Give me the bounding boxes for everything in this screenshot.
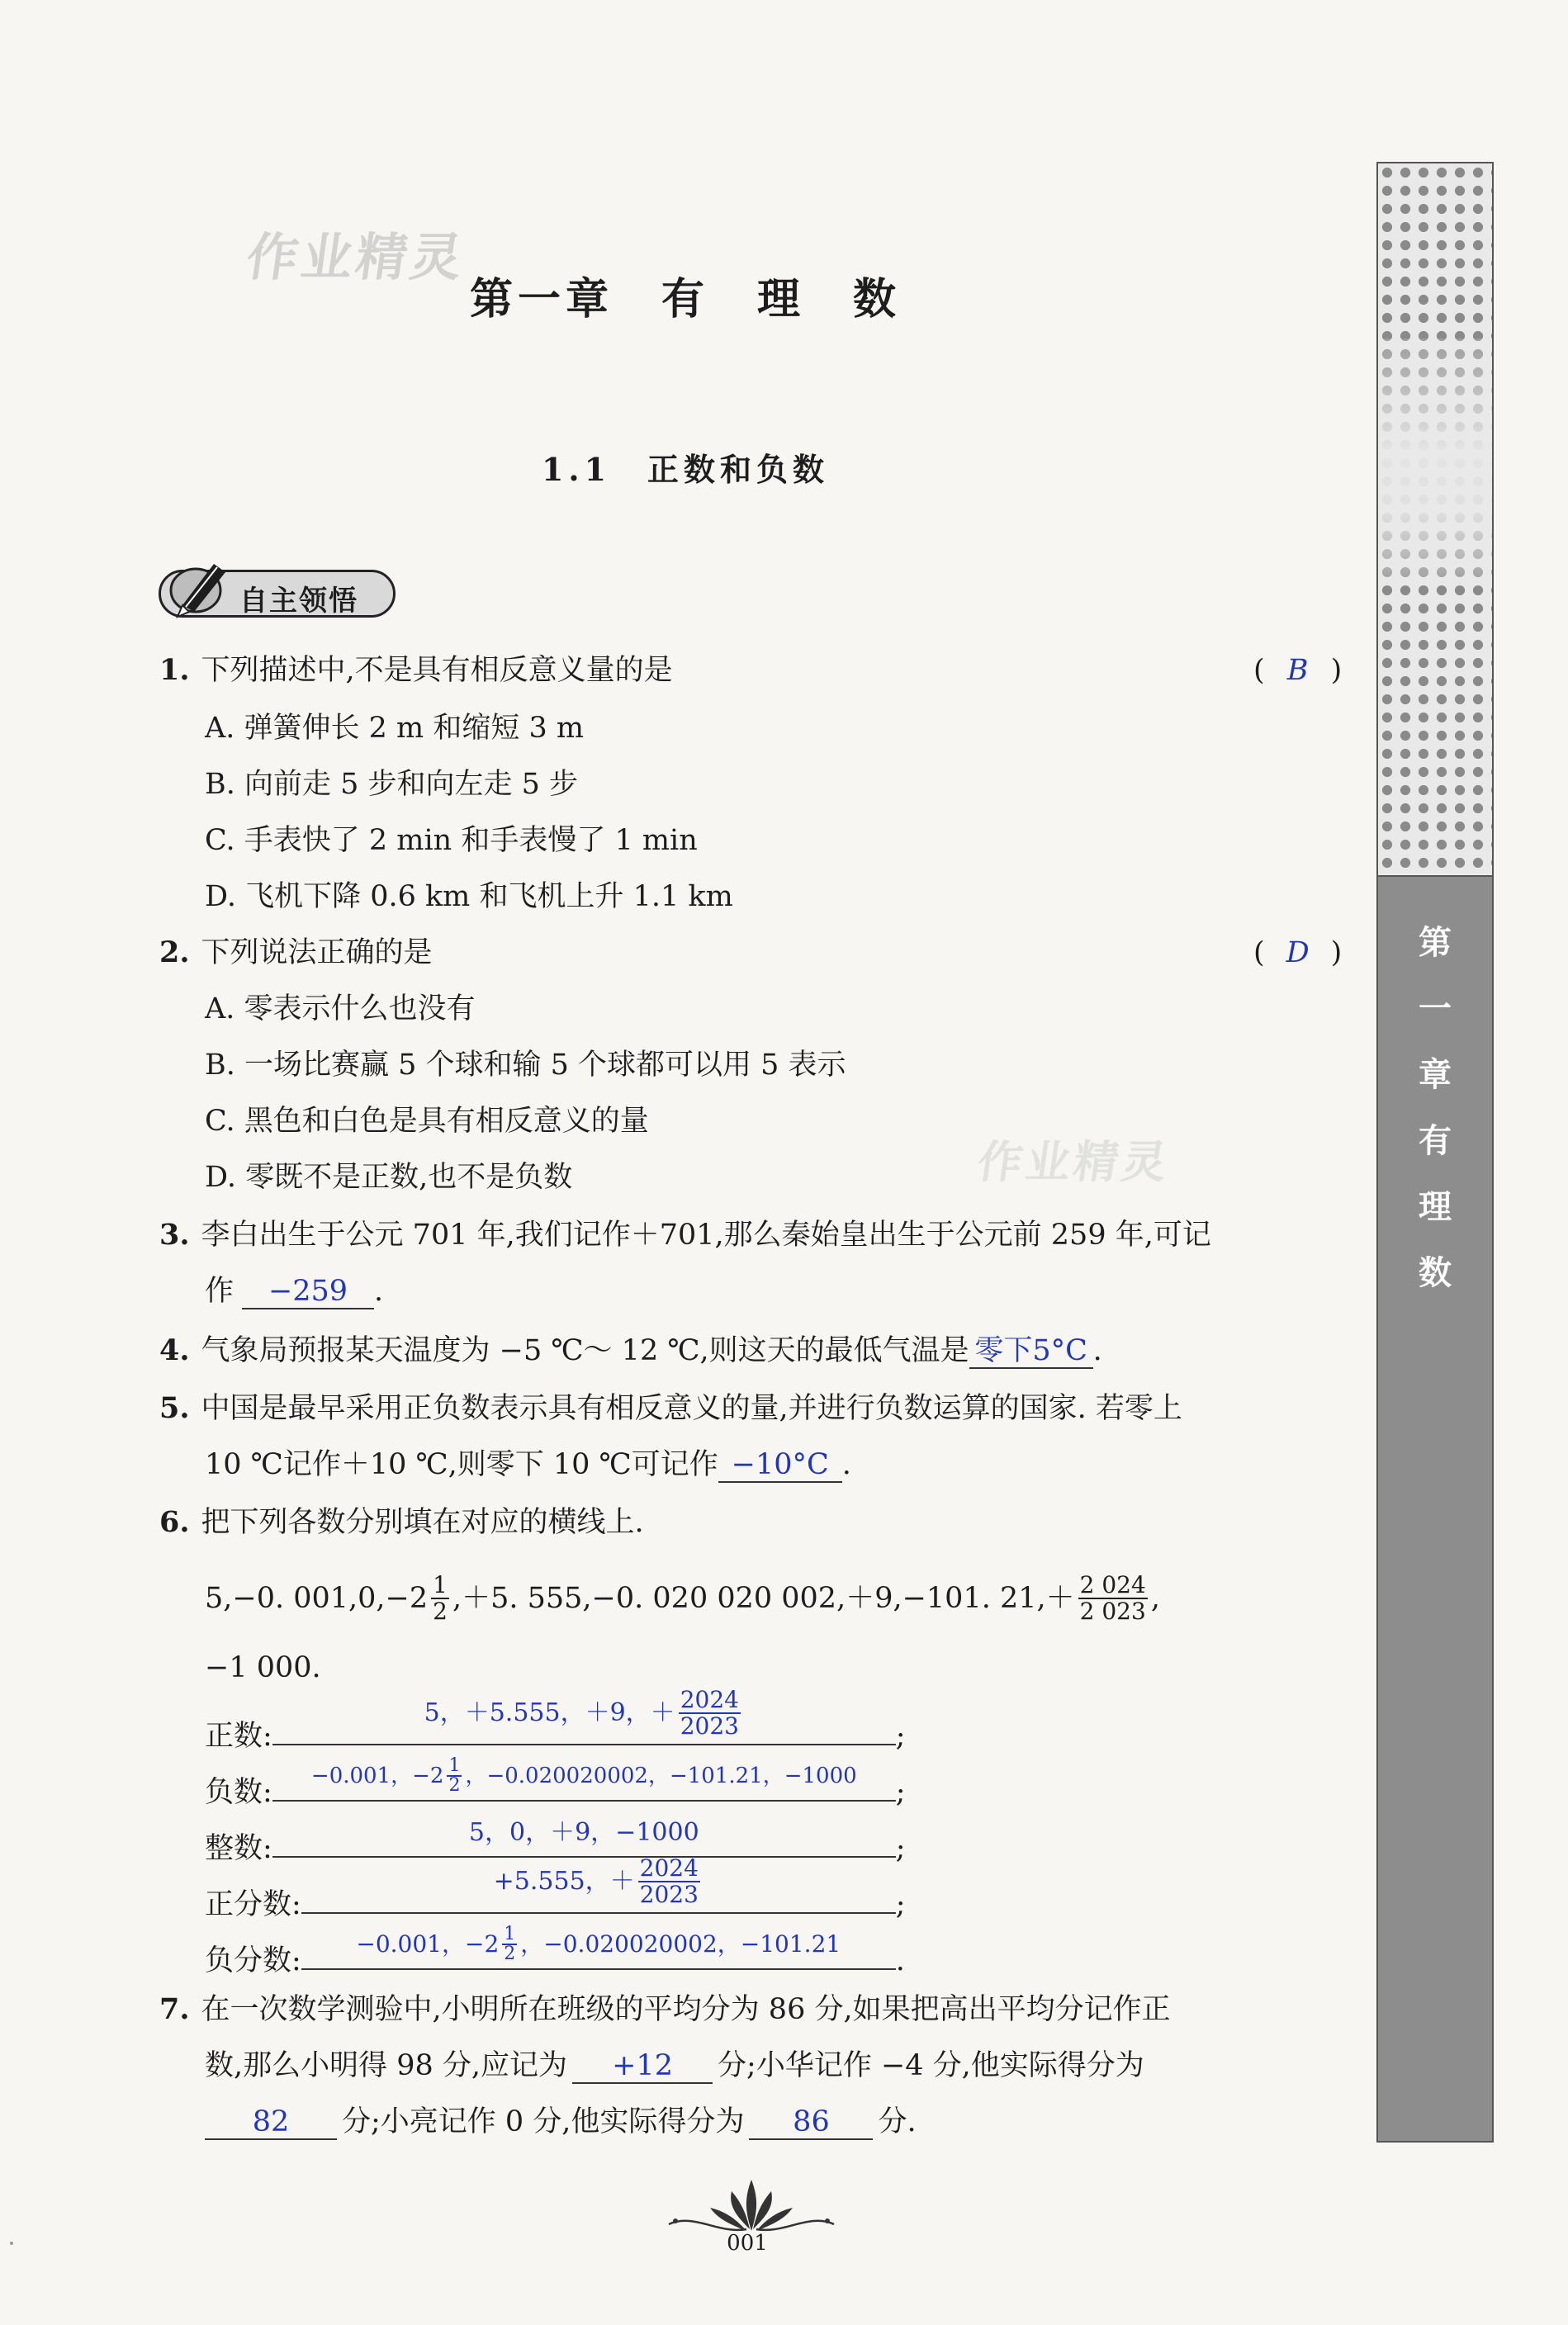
answer-text: +5.555，＋ [493,1867,635,1896]
chapter-tab-fade [1378,339,1492,586]
question-7-cont [205,2048,1144,2084]
question-3-cont [205,1273,383,1309]
question-1 [159,652,673,689]
chapter-title: 第一章 有 理 数 [469,274,901,324]
option-d: D. 飞机下降 0.6 km 和飞机上升 1.1 km [205,880,733,913]
option-c: C. 黑色和白色是具有相反意义的量 [205,1105,649,1138]
category-label: 整数: [205,1832,272,1865]
punct: . [374,1275,384,1308]
question-3 [159,1217,1211,1253]
answer-text: ，−0.020020002，−101.21 [520,1930,841,1958]
numerator: 1 [504,1924,516,1944]
option-d: D. 零既不是正数,也不是负数 [205,1161,573,1194]
mixed-fraction [447,1757,462,1795]
numerator: 2024 [639,1854,699,1882]
bracket-right: ) [1330,654,1343,687]
numerator: 2 024 [1079,1571,1146,1598]
question-text: 分;小华记作 −4 分,他实际得分为 [718,2049,1144,2082]
question-7 [159,1991,1171,2028]
pen-icon [166,554,235,620]
page-number: 001 [727,2231,768,2256]
answer-blank: 82 [205,2105,337,2140]
question-number: 3. [159,1218,190,1252]
question-text: 在一次数学测验中,小明所在班级的平均分为 86 分,如果把高出平均分记作正 [201,1993,1171,2026]
category-positive-fraction [205,1854,906,1923]
option-b: B. 一场比赛赢 5 个球和输 5 个球都可以用 5 表示 [205,1049,846,1082]
list-text: , [1150,1582,1160,1615]
choice-answer: B [1286,654,1309,687]
answer-blank: −10°C [718,1448,842,1483]
option-b: B. 向前走 5 步和向左走 5 步 [205,768,579,801]
answer-blank: 零下5°C [969,1334,1093,1369]
section-title: 1.1 正数和负数 [541,451,830,488]
tab-char: 章 [1419,1055,1452,1094]
choice-answer: D [1286,936,1310,969]
answer-bracket [1253,652,1342,689]
ornament-icon [661,2173,842,2239]
question-text: 中国是最早采用正负数表示具有相反意义的量,并进行负数运算的国家. 若零上 [201,1392,1182,1425]
tab-char: 理 [1419,1187,1452,1226]
question-text: 分;小亮记作 0 分,他实际得分为 [342,2105,745,2138]
numerator: 1 [433,1571,448,1598]
badge-label: 自主领悟 [239,585,358,618]
option-a: A. 零表示什么也没有 [205,992,476,1025]
option-a: A. 弹簧伸长 2 m 和缩短 3 m [205,712,585,745]
question-number: 7. [159,1992,190,2026]
fraction [638,1856,700,1907]
question-2 [159,935,433,971]
question-4 [159,1333,1102,1369]
question-text: 李白出生于公元 701 年,我们记作＋701,那么秦始皇出生于公元前 259 年,可记 [201,1219,1211,1252]
numerator: 2024 [680,1686,739,1713]
question-5 [159,1390,1182,1427]
watermark: 作业精灵 [974,1136,1173,1188]
chapter-tab [1376,875,1494,2143]
numerator: 1 [448,1755,461,1776]
answer-text: −0.001，−2 [356,1930,500,1958]
question-6 [159,1504,644,1541]
answer-blank: +12 [572,2049,713,2084]
question-number: 4. [159,1333,190,1367]
answer-blank [301,1924,896,1970]
list-text: ,＋5. 555,−0. 020 020 002,＋9,−101. 21,＋ [452,1582,1075,1615]
category-label: 负分数: [205,1944,301,1977]
punct: . [841,1448,851,1481]
punct: . [1092,1334,1102,1367]
watermark: 作业精灵 [243,227,470,287]
question-text: 气象局预报某天温度为 −5 ℃～ 12 ℃,则这天的最低气温是 [201,1334,969,1367]
punct: ; [895,1832,906,1865]
question-text: 把下列各数分别填在对应的横线上. [201,1506,644,1539]
denominator: 2023 [680,1712,739,1740]
category-label: 负数: [205,1776,272,1809]
bracket-right: ) [1330,936,1343,969]
answer-blank [301,1854,896,1914]
question-7-cont [205,2104,917,2140]
category-negative-fraction [205,1924,905,1979]
category-negative [205,1755,906,1811]
denominator: 2 [448,1775,461,1796]
question-number: 2. [159,935,190,969]
question-text: 数,那么小明得 98 分,应记为 [205,2049,568,2082]
tab-char: 数 [1419,1253,1452,1292]
answer-text: 5，＋5.555，＋9，＋ [424,1698,675,1727]
scan-speck [10,2242,13,2245]
category-label: 正分数: [205,1888,301,1921]
denominator: 2 [433,1598,448,1625]
punct: . [895,1944,905,1977]
punct: ; [895,1720,906,1753]
number-list [205,1573,1160,1624]
fraction [679,1688,741,1739]
answer-blank: −259 [242,1275,374,1309]
answer-blank [272,1686,896,1745]
question-5-cont [205,1447,851,1483]
mixed-fraction [431,1573,449,1624]
denominator: 2 [504,1944,516,1964]
option-c: C. 手表快了 2 min 和手表慢了 1 min [205,824,698,857]
answer-blank [272,1755,896,1802]
denominator: 2 023 [1079,1598,1146,1625]
fraction [1078,1573,1148,1624]
tab-char: 第 [1419,923,1452,962]
question-number: 1. [159,653,190,687]
punct: ; [895,1776,906,1809]
number-list-end: −1 000. [205,1651,321,1684]
answer-blank: 86 [749,2105,873,2140]
punct: ; [895,1888,906,1921]
tab-char: 有 [1419,1121,1452,1160]
question-text: 下列描述中,不是具有相反意义量的是 [201,654,673,687]
question-text: 下列说法正确的是 [201,936,433,969]
question-text: 分. [878,2105,917,2138]
answer-text: −0.001，−2 [310,1764,444,1788]
question-text: 10 ℃记作＋10 ℃,则零下 10 ℃可记作 [205,1448,718,1481]
mixed-fraction [502,1925,517,1963]
denominator: 2023 [639,1881,699,1908]
answer-blank [272,1818,896,1858]
tab-char: 一 [1419,989,1452,1028]
question-text: 作 [205,1275,234,1308]
bracket-left: ( [1253,654,1265,687]
answer-text: 5，0，＋9，−1000 [468,1818,699,1847]
section-badge [159,570,396,618]
answer-text: ，−0.020020002，−101.21，−1000 [465,1764,857,1788]
answer-bracket [1253,935,1342,971]
question-number: 6. [159,1505,190,1539]
category-label: 正数: [205,1720,272,1753]
list-text: 5,−0. 001,0,−2 [205,1582,429,1615]
bracket-left: ( [1253,936,1265,969]
category-positive [205,1686,906,1754]
question-number: 5. [159,1391,190,1425]
